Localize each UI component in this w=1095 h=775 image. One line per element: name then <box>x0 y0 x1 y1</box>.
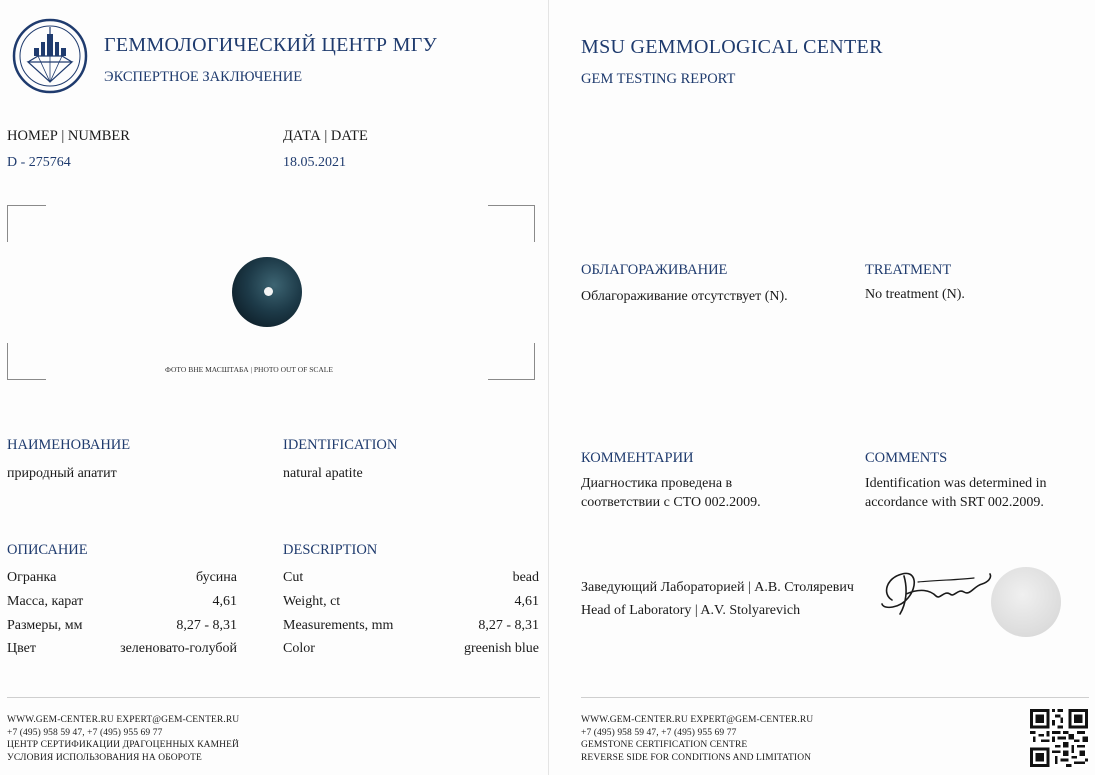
desc-ru-value: 4,61 <box>212 594 237 609</box>
description-ru-label: ОПИСАНИЕ <box>7 542 88 558</box>
handwritten-signature-icon <box>878 564 998 620</box>
date-label: ДАТА | DATE <box>283 128 368 144</box>
photo-frame-corner-top-right <box>488 205 535 242</box>
embossed-seal-icon <box>991 567 1061 637</box>
desc-ru-key: Огранка <box>7 570 57 585</box>
comments-ru-value: Диагностика проведена в соответствии с СТО 002.2009. <box>581 476 761 510</box>
date-value: 18.05.2021 <box>283 155 346 170</box>
treatment-en-value: No treatment (N). <box>865 287 965 302</box>
footer-line: +7 (495) 958 59 47, +7 (495) 955 69 77 <box>7 727 163 738</box>
right-header-title: MSU GEMMOLOGICAL CENTER <box>581 36 883 58</box>
treatment-en-label: TREATMENT <box>865 262 952 278</box>
name-ru-value: природный апатит <box>7 466 117 481</box>
desc-en-value: 8,27 - 8,31 <box>478 618 539 633</box>
desc-ru-row <box>7 618 237 634</box>
photo-frame-corner-bottom-left <box>7 343 46 380</box>
right-footer-contacts <box>581 714 813 764</box>
bead-drill-hole <box>264 287 273 296</box>
footer-line: REVERSE SIDE FOR CONDITIONS AND LIMITATION <box>581 752 812 763</box>
comments-en-value: Identification was determined in accordance with SRT 002.2009. <box>865 476 1047 510</box>
desc-en-value: greenish blue <box>463 641 539 656</box>
desc-ru-key: Цвет <box>7 641 36 656</box>
desc-ru-row <box>7 594 237 610</box>
desc-en-key: Color <box>283 641 315 656</box>
footer-line: УСЛОВИЯ ИСПОЛЬЗОВАНИЯ НА ОБОРОТЕ <box>7 752 202 763</box>
desc-en-key: Cut <box>283 570 304 585</box>
desc-en-value: bead <box>512 570 539 585</box>
head-of-lab-ru: Заведующий Лабораторией | А.В. Столяревич <box>581 580 854 595</box>
left-footer-contacts <box>7 714 239 764</box>
name-ru-label: НАИМЕНОВАНИЕ <box>7 437 131 453</box>
desc-ru-key: Размеры, мм <box>7 618 83 633</box>
desc-en-row <box>283 594 539 610</box>
footer-line: ЦЕНТР СЕРТИФИКАЦИИ ДРАГОЦЕННЫХ КАМНЕЙ <box>7 740 240 750</box>
desc-en-key: Weight, ct <box>283 594 341 609</box>
page-fold-divider <box>548 0 549 775</box>
qr-code-icon[interactable] <box>1030 709 1088 767</box>
left-header-title: ГЕММОЛОГИЧЕСКИЙ ЦЕНТР МГУ <box>104 34 438 56</box>
description-en-label: DESCRIPTION <box>283 542 378 558</box>
photo-caption: ФОТО ВНЕ МАСШТАБА | PHOTO OUT OF SCALE <box>165 365 333 374</box>
right-footer-divider <box>581 697 1089 698</box>
photo-frame-corner-top-left <box>7 205 46 242</box>
desc-ru-value: 8,27 - 8,31 <box>176 618 237 633</box>
photo-frame-corner-bottom-right <box>488 343 535 380</box>
identification-label: IDENTIFICATION <box>283 437 398 453</box>
number-label: НОМЕР | NUMBER <box>7 128 130 144</box>
left-header-subtitle: ЭКСПЕРТНОЕ ЗАКЛЮЧЕНИЕ <box>104 69 303 85</box>
comments-ru-label: КОММЕНТАРИИ <box>581 450 694 466</box>
desc-ru-key: Масса, карат <box>7 594 84 609</box>
desc-en-row <box>283 641 539 657</box>
desc-en-key: Measurements, mm <box>283 618 394 633</box>
identification-value: natural apatite <box>283 466 363 481</box>
number-value: D - 275764 <box>7 155 71 170</box>
msu-building-gem-logo-icon <box>12 18 88 94</box>
right-header-subtitle: GEM TESTING REPORT <box>581 71 736 87</box>
treatment-ru-label: ОБЛАГОРАЖИВАНИЕ <box>581 262 728 278</box>
left-footer-divider <box>7 697 540 698</box>
desc-ru-value: бусина <box>195 570 237 585</box>
desc-ru-value: зеленовато-голубой <box>120 641 237 656</box>
footer-line: GEMSTONE CERTIFICATION CENTRE <box>581 740 748 750</box>
footer-line: +7 (495) 958 59 47, +7 (495) 955 69 77 <box>581 727 737 738</box>
treatment-ru-value: Облагораживание отсутствует (N). <box>581 289 788 304</box>
desc-ru-row <box>7 570 237 586</box>
comments-en-label: COMMENTS <box>865 450 948 466</box>
footer-line: WWW.GEM-CENTER.RU EXPERT@GEM-CENTER.RU <box>7 715 240 725</box>
desc-en-value: 4,61 <box>514 594 539 609</box>
desc-ru-row <box>7 641 237 657</box>
footer-line: WWW.GEM-CENTER.RU EXPERT@GEM-CENTER.RU <box>581 715 814 725</box>
desc-en-row <box>283 570 539 586</box>
head-of-lab-en: Head of Laboratory | A.V. Stolyarevich <box>581 603 801 618</box>
desc-en-row <box>283 618 539 634</box>
